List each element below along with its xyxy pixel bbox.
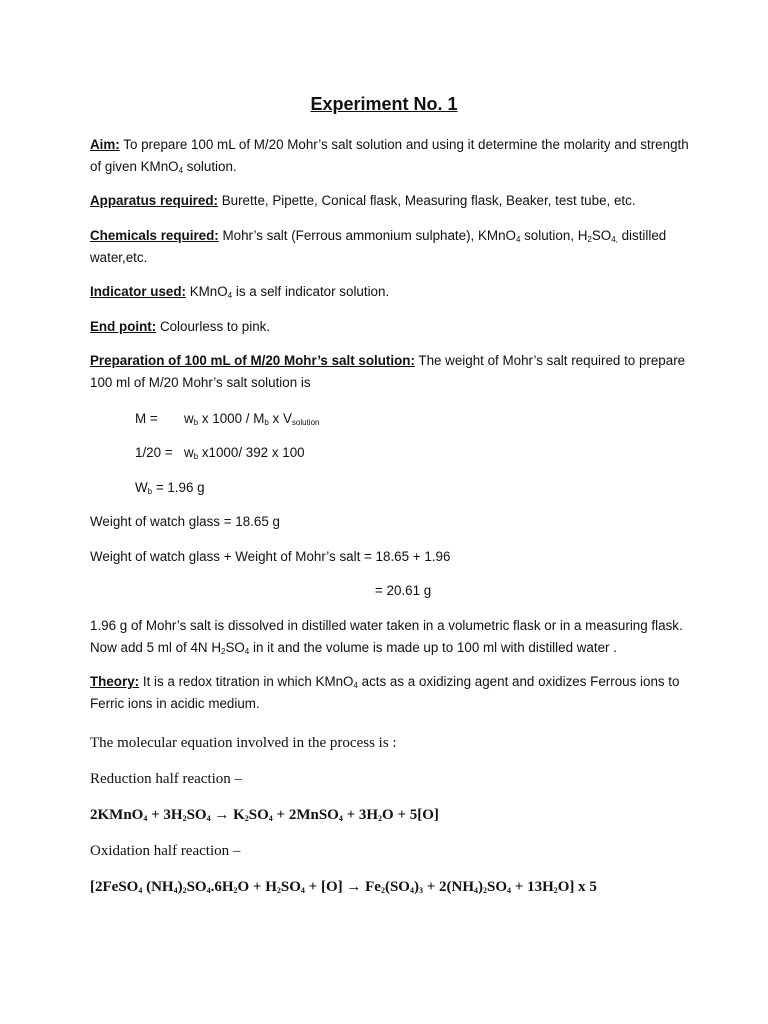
endpoint-label: End point: <box>90 319 157 334</box>
chemicals-paragraph <box>90 225 690 269</box>
formula-substitution-lhs: 1/20 = <box>135 445 173 460</box>
watch-glass-total: = 20.61 g <box>375 583 432 598</box>
dissolve-paragraph: 1.96 g of Mohr’s salt is dissolved in distilled water taken in a volumetric flask or in a measuring flask. Now add 5 ml of 4N $H_2SO_4$ in it and the volume is made up to 100 ml with distilled water . <box>90 618 683 656</box>
preparation-label: Preparation of 100 mL of M/20 Mohr’s salt solution: <box>90 353 415 368</box>
reduction-equation: 2KMnO$_4$ + $3H_2SO_4 \to K_2SO_4$ + 2MnSO$_4$ + $3H_2O + 5[O]$ <box>90 807 439 823</box>
aim-paragraph <box>90 134 690 178</box>
endpoint-paragraph <box>90 316 690 338</box>
chemicals-label: Chemicals required: <box>90 228 219 243</box>
indicator-paragraph <box>90 281 690 303</box>
indicator-text: KMnO$_4$ is a self indicator solution. <box>189 284 390 300</box>
oxidation-label: Oxidation half reaction – <box>90 843 241 859</box>
endpoint-text: Colourless to pink. <box>159 319 271 334</box>
formula-result: $W_b = 1.96$ g <box>135 480 205 496</box>
watch-glass-weight: Weight of watch glass = 18.65 g <box>90 514 280 529</box>
apparatus-paragraph <box>90 190 690 212</box>
formula-molarity-rhs: $w_b$ x $1000 / M_b$ x $V_{solution}$ <box>184 411 320 427</box>
theory-paragraph <box>90 671 690 715</box>
molecular-equation-intro: The molecular equation involved in the process is : <box>90 735 397 751</box>
apparatus-label: Apparatus required: <box>90 193 218 208</box>
preparation-paragraph <box>90 350 690 394</box>
preparation-text: The weight of Mohr’s salt required to prepare 100 ml of M/20 Mohr’s salt solution is <box>90 353 686 390</box>
page-title: Experiment No. 1 <box>310 94 458 114</box>
watch-glass-salt-weight: Weight of watch glass + Weight of Mohr’s salt = 18.65 + 1.96 <box>90 549 451 564</box>
oxidation-equation: [2FeSO$_4$ $(NH_4)_2SO_4.6H_2O + H_2SO_4 + [O] \to Fe_2(SO_4)_3 + 2(NH_4)_2SO_4 + 13H_2O$] x 5 <box>90 879 597 895</box>
indicator-label: Indicator used: <box>90 284 186 299</box>
formula-molarity-lhs: M = <box>135 411 158 426</box>
aim-label: Aim: <box>90 137 120 152</box>
theory-label: Theory: <box>90 674 140 689</box>
reduction-label: Reduction half reaction – <box>90 771 243 787</box>
apparatus-text: Burette, Pipette, Conical flask, Measuring flask, Beaker, test tube, etc. <box>221 193 636 208</box>
formula-substitution-rhs: $w_b$ x1000/ 392 x 100 <box>184 445 305 461</box>
aim-text: To prepare 100 mL of M/20 Mohr’s salt solution and using it determine the molarity and strength of given KMnO$_4$ solution. <box>90 137 689 175</box>
chemicals-text: Mohr’s salt (Ferrous ammonium sulphate), KMnO$_4$ solution, $H_2SO_{4,}$ distilled water,etc. <box>90 228 667 265</box>
theory-text: It is a redox titration in which KMnO$_4$ acts as a oxidizing agent and oxidizes Ferrous ions to Ferric ions in acidic medium. <box>90 674 680 711</box>
